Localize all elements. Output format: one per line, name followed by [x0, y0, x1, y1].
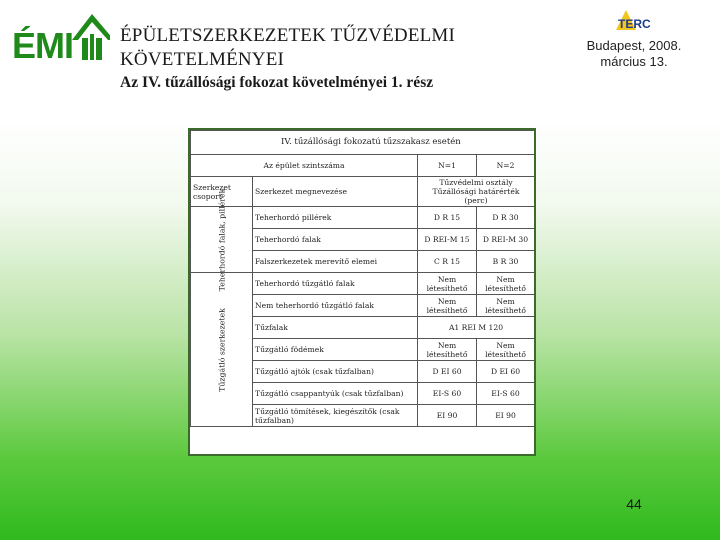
structure-name-label: Szerkezet megnevezése: [253, 177, 418, 207]
row-name: Tűzgátló csappantyúk (csak tűzfalban): [253, 383, 418, 405]
requirements-table: [190, 130, 535, 427]
row-name: Tűzgátló ajtók (csak tűzfalban): [253, 361, 418, 383]
row-n2-value: EI-S 60: [477, 383, 535, 405]
page-title: ÉPÜLETSZERKEZETEK TŰZVÉDELMI KÖVETELMÉNYEI: [120, 25, 456, 70]
row-n1-value: C R 15: [418, 251, 477, 273]
page-number: 44: [626, 496, 642, 512]
row-name: Teherhordó tűzgátló falak: [253, 273, 418, 295]
table-heading: IV. tűzállósági fokozatú tűzszakasz esetén: [191, 131, 535, 155]
row-n1-value: D R 15: [418, 207, 477, 229]
group-load-bearing-label: Teherhordó falak, pillérek: [217, 188, 226, 291]
requirement-label: Tűzvédelmi osztály Tűzállósági határérték (perc): [418, 177, 535, 207]
requirements-table-frame: [188, 128, 536, 456]
group-label: Szerkezet csoport: [191, 177, 253, 207]
row-n1-value: EI-S 60: [418, 383, 477, 405]
row-n2-value: EI 90: [477, 405, 535, 427]
row-name: Tűzfalak: [253, 317, 418, 339]
column-n1: N=1: [418, 155, 477, 177]
row-name: Teherhordó falak: [253, 229, 418, 251]
row-name: Tűzgátló tömítések, kiegészítők (csak tűzfalban): [253, 405, 418, 427]
row-n2-value: D EI 60: [477, 361, 535, 383]
row-n2-value: Nem létesíthető: [477, 339, 535, 361]
group-fire-separation-label: Tűzgátló szerkezetek: [217, 307, 226, 392]
row-n1-value: D EI 60: [418, 361, 477, 383]
table-row: [191, 273, 535, 295]
row-n1-value: Nem létesíthető: [418, 273, 477, 295]
column-n2: N=2: [477, 155, 535, 177]
table-row: [191, 207, 535, 229]
logo-text: ÉMI: [12, 25, 74, 62]
row-n2-value: D REI-M 30: [477, 229, 535, 251]
row-name: Falszerkezetek merevítő elemei: [253, 251, 418, 273]
terc-logo: [612, 8, 658, 38]
group-fire-separation: [191, 273, 253, 427]
row-n2-value: B R 30: [477, 251, 535, 273]
floor-count-label: Az épület szintszáma: [191, 155, 418, 177]
page-subtitle: Az IV. tűzállósági fokozat követelményei 1. rész: [120, 74, 434, 91]
row-name: Teherhordó pillérek: [253, 207, 418, 229]
row-merged-value: A1 REI M 120: [418, 317, 535, 339]
row-name: Nem teherhordó tűzgátló falak: [253, 295, 418, 317]
terc-logo-text: TERC: [618, 17, 651, 31]
row-name: Tűzgátló födémek: [253, 339, 418, 361]
row-n2-value: Nem létesíthető: [477, 273, 535, 295]
emi-logo: [10, 10, 110, 62]
row-n1-value: Nem létesíthető: [418, 295, 477, 317]
row-n1-value: D REI-M 15: [418, 229, 477, 251]
row-n2-value: Nem létesíthető: [477, 295, 535, 317]
date-line-1: Budapest, 2008.: [586, 38, 682, 53]
row-n1-value: EI 90: [418, 405, 477, 427]
row-n1-value: Nem létesíthető: [418, 339, 477, 361]
row-n2-value: D R 30: [477, 207, 535, 229]
date-block: [560, 38, 708, 70]
date-line-2: március 13.: [600, 54, 668, 69]
